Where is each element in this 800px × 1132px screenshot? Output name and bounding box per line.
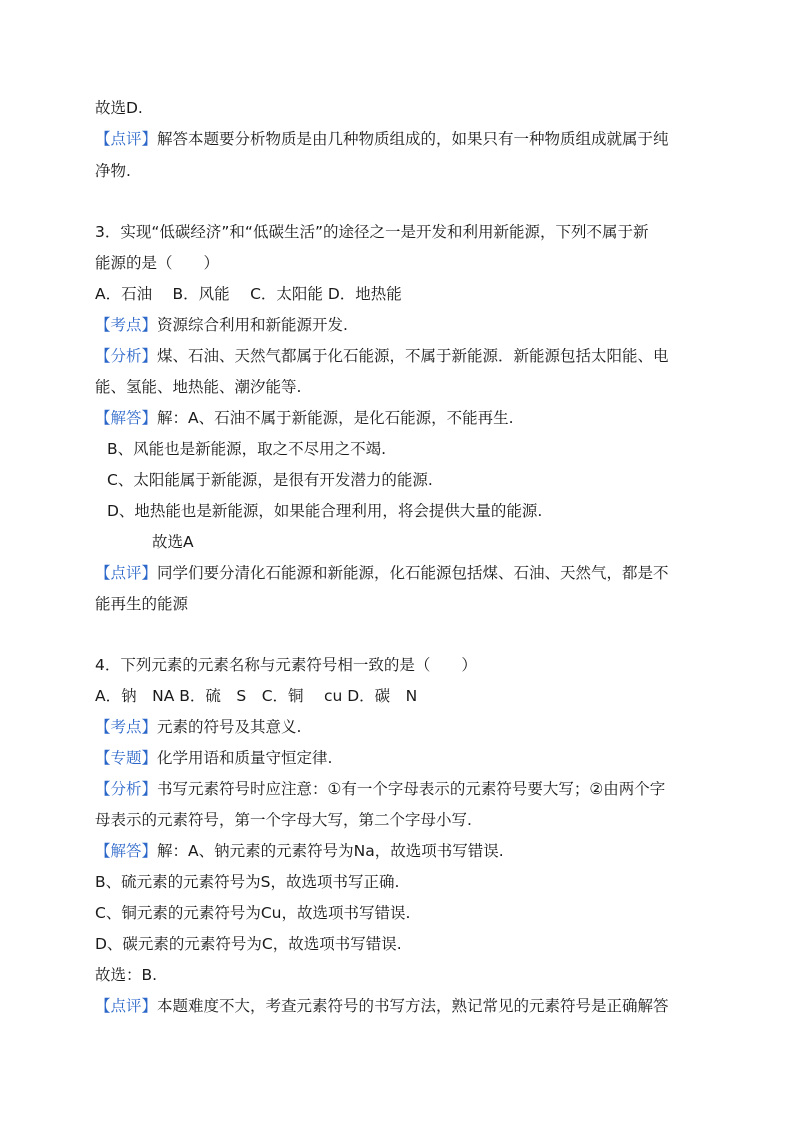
q4-analysis-line-1 — [95, 778, 665, 800]
q4-solution-d: D、碳元素的元素符号为C，故选项书写错误. — [95, 935, 402, 953]
solution-text: 解：A、石油不属于新能源，是化石能源，不能再生. — [157, 409, 514, 427]
point-text: 资源综合利用和新能源开发. — [157, 316, 348, 334]
q4-stem: 4．下列元素的元素名称与元素符号相一致的是（ ） — [95, 656, 477, 674]
prev-review-line-2: 净物. — [95, 162, 131, 180]
analysis-tag: 【分析】 — [95, 780, 158, 798]
q3-point — [95, 314, 348, 336]
review-tag: 【点评】 — [95, 564, 158, 582]
prev-answer: 故选D. — [95, 99, 143, 117]
q3-solution-c: C、太阳能属于新能源，是很有开发潜力的能源. — [107, 471, 433, 489]
topic-text: 化学用语和质量守恒定律. — [157, 749, 333, 767]
q3-options: A．石油 B．风能 C．太阳能 D．地热能 — [95, 285, 402, 303]
q3-review-line-1 — [95, 562, 669, 584]
review-tag: 【点评】 — [95, 997, 158, 1015]
q4-review-line-1 — [95, 995, 669, 1017]
q4-solution-b: B、硫元素的元素符号为S，故选项书写正确. — [95, 873, 400, 891]
prev-review-line-1 — [95, 128, 669, 150]
q4-answer: 故选：B. — [95, 966, 158, 984]
q4-solution-c: C、铜元素的元素符号为Cu，故选项书写错误. — [95, 904, 411, 922]
review-text: 本题难度不大，考查元素符号的书写方法，熟记常见的元素符号是正确解答 — [157, 997, 669, 1015]
q3-stem-line-2: 能源的是（ ） — [95, 254, 220, 272]
q3-solution-d: D、地热能也是新能源，如果能合理利用，将会提供大量的能源. — [107, 502, 543, 520]
solution-text: 解：A、钠元素的元素符号为Na，故选项书写错误. — [157, 842, 504, 860]
q4-point — [95, 716, 301, 738]
q3-solution-a — [95, 407, 514, 429]
q4-options: A．钠 NA B．硫 S C．铜 cu D．碳 N — [95, 687, 418, 705]
analysis-text: 书写元素符号时应注意：①有一个字母表示的元素符号要大写；②由两个字 — [157, 780, 666, 798]
point-tag: 【考点】 — [95, 718, 158, 736]
q3-answer: 故选A — [152, 533, 194, 551]
review-text: 同学们要分清化石能源和新能源，化石能源包括煤、石油、天然气，都是不 — [157, 564, 669, 582]
analysis-tag: 【分析】 — [95, 347, 158, 365]
solution-tag: 【解答】 — [95, 842, 158, 860]
q3-analysis-line-2: 能、氢能、地热能、潮汐能等. — [95, 378, 302, 396]
q3-stem-line-1: 3．实现“低碳经济”和“低碳生活”的途径之一是开发和利用新能源，下列不属于新 — [95, 223, 649, 241]
q3-review-line-2: 能再生的能源 — [95, 595, 189, 613]
q4-solution-a — [95, 840, 504, 862]
point-tag: 【考点】 — [95, 316, 158, 334]
point-text: 元素的符号及其意义. — [157, 718, 302, 736]
review-text: 解答本题要分析物质是由几种物质组成的，如果只有一种物质组成就属于纯 — [157, 130, 669, 148]
q4-analysis-line-2: 母表示的元素符号，第一个字母大写，第二个字母小写. — [95, 811, 472, 829]
analysis-text: 煤、石油、天然气都属于化石能源，不属于新能源．新能源包括太阳能、电 — [157, 347, 669, 365]
solution-tag: 【解答】 — [95, 409, 158, 427]
review-tag: 【点评】 — [95, 130, 158, 148]
q3-solution-b: B、风能也是新能源，取之不尽用之不竭. — [107, 440, 387, 458]
topic-tag: 【专题】 — [95, 749, 158, 767]
q3-analysis-line-1 — [95, 345, 669, 367]
q4-topic — [95, 747, 332, 769]
